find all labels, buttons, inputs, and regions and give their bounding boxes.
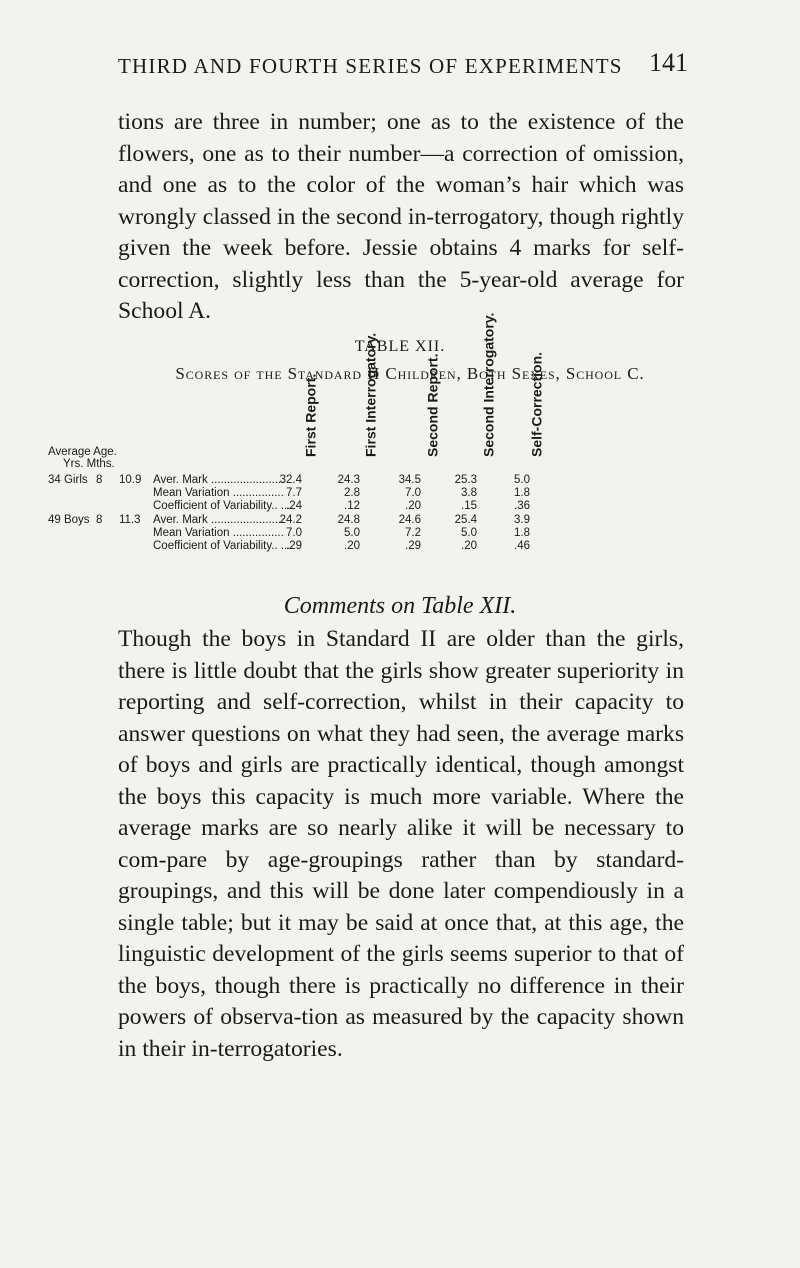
group-label: 49 Boys bbox=[48, 514, 90, 526]
cell: 7.2 bbox=[405, 527, 421, 539]
row-label: Coefficient of Variability.. ..... bbox=[153, 500, 293, 513]
cell: .20 bbox=[344, 540, 360, 552]
group-label: 34 Girls bbox=[48, 474, 88, 486]
cell: 24.8 bbox=[337, 514, 360, 526]
paragraph-intro: tions are three in number; one as to the existence of the flowers, one as to their number—a correction of omission, and one as to the color of the woman’s hair which was wrongly classed in the second in-terrogatory, though rightly given the week before. Jessie obtains 4 marks for self-correction, slightly less than the 5-year-old average for School A. bbox=[118, 109, 684, 324]
age-header-label: Average Age. bbox=[48, 446, 117, 458]
row-label: Aver. Mark ..... bbox=[153, 514, 285, 527]
cell: .36 bbox=[514, 500, 530, 512]
cell: 25.4 bbox=[454, 514, 477, 526]
cell: 24.2 bbox=[279, 514, 302, 526]
age-header-units: Yrs. Mths. bbox=[63, 458, 115, 470]
cell: 2.8 bbox=[344, 487, 360, 499]
cell: 5.0 bbox=[514, 474, 530, 486]
age-months: 11.3 bbox=[119, 514, 141, 526]
cell: .24 bbox=[286, 500, 302, 512]
cell: 24.6 bbox=[398, 514, 421, 526]
column-header-first-report: First Report. bbox=[302, 373, 319, 457]
table-row bbox=[0, 500, 800, 513]
cell: .29 bbox=[405, 540, 421, 552]
cell: 7.0 bbox=[405, 487, 421, 499]
table-title: TABLE XII. bbox=[354, 338, 446, 355]
cell: .15 bbox=[461, 500, 477, 512]
cell: 3.9 bbox=[514, 514, 530, 526]
age-years: 8 bbox=[96, 474, 103, 486]
row-label: Aver. Mark ..... bbox=[153, 474, 285, 487]
comments-heading: Comments on Table XII. bbox=[283, 593, 517, 619]
cell: .20 bbox=[405, 500, 421, 512]
table-row bbox=[0, 487, 800, 500]
table-row bbox=[0, 540, 800, 553]
cell: 1.8 bbox=[514, 527, 530, 539]
cell: .20 bbox=[461, 540, 477, 552]
cell: 1.8 bbox=[514, 487, 530, 499]
cell: 7.0 bbox=[286, 527, 302, 539]
table-row bbox=[0, 474, 800, 487]
column-header-self-correction: Self-Correction. bbox=[528, 351, 545, 457]
row-label: Coefficient of Variability.. ..... bbox=[153, 540, 293, 553]
age-header bbox=[40, 446, 240, 470]
running-head bbox=[118, 48, 688, 82]
cell: .29 bbox=[286, 540, 302, 552]
cell: 24.3 bbox=[337, 474, 360, 486]
column-header-second-report: Second Report. bbox=[424, 353, 441, 457]
cell: 5.0 bbox=[461, 527, 477, 539]
table-row bbox=[0, 527, 800, 540]
cell: 25.3 bbox=[454, 474, 477, 486]
column-header-second-interrogatory: Second Interrogatory. bbox=[480, 312, 497, 457]
row-label: Mean Variation ..... bbox=[153, 527, 285, 540]
row-label: Mean Variation ..... bbox=[153, 487, 285, 500]
cell: .46 bbox=[514, 540, 530, 552]
page-number: 141 bbox=[649, 48, 688, 77]
age-months: 10.9 bbox=[119, 474, 142, 486]
cell: 32.4 bbox=[279, 474, 302, 486]
running-title: THIRD AND FOURTH SERIES OF EXPERIMENTS bbox=[118, 54, 623, 78]
age-years: 8 bbox=[96, 514, 103, 526]
cell: 7.7 bbox=[286, 487, 302, 499]
table-caption: Scores of the Standard II Children, Both Sexes, School C. bbox=[175, 364, 645, 383]
cell: .12 bbox=[344, 500, 360, 512]
column-header-first-interrogatory: First Interrogatory. bbox=[362, 332, 379, 457]
cell: 3.8 bbox=[461, 487, 477, 499]
cell: 5.0 bbox=[344, 527, 360, 539]
cell: 34.5 bbox=[398, 474, 421, 486]
paragraph-comments: Though the boys in Standard II are older than the girls, there is little doubt that the girls show greater superiority in reporting and self-correction, whilst in their capacity to answer questions on what they had seen, the average marks of boys and girls are practically identical, though amongst the boys this capacity is much more variable. Where the average marks are so nearly alike it will be necessary to com-pare by age-groupings rather than by standard-groupings, and this will be done later compendiously in a single table; but it may be said at once that, at this age, the linguistic development of the girls seems superior to that of the boys, though there is practically no difference in their powers of observa-tion as measured by the capacity shown in their in-terrogatories. bbox=[118, 626, 684, 1062]
table-row bbox=[0, 514, 800, 527]
